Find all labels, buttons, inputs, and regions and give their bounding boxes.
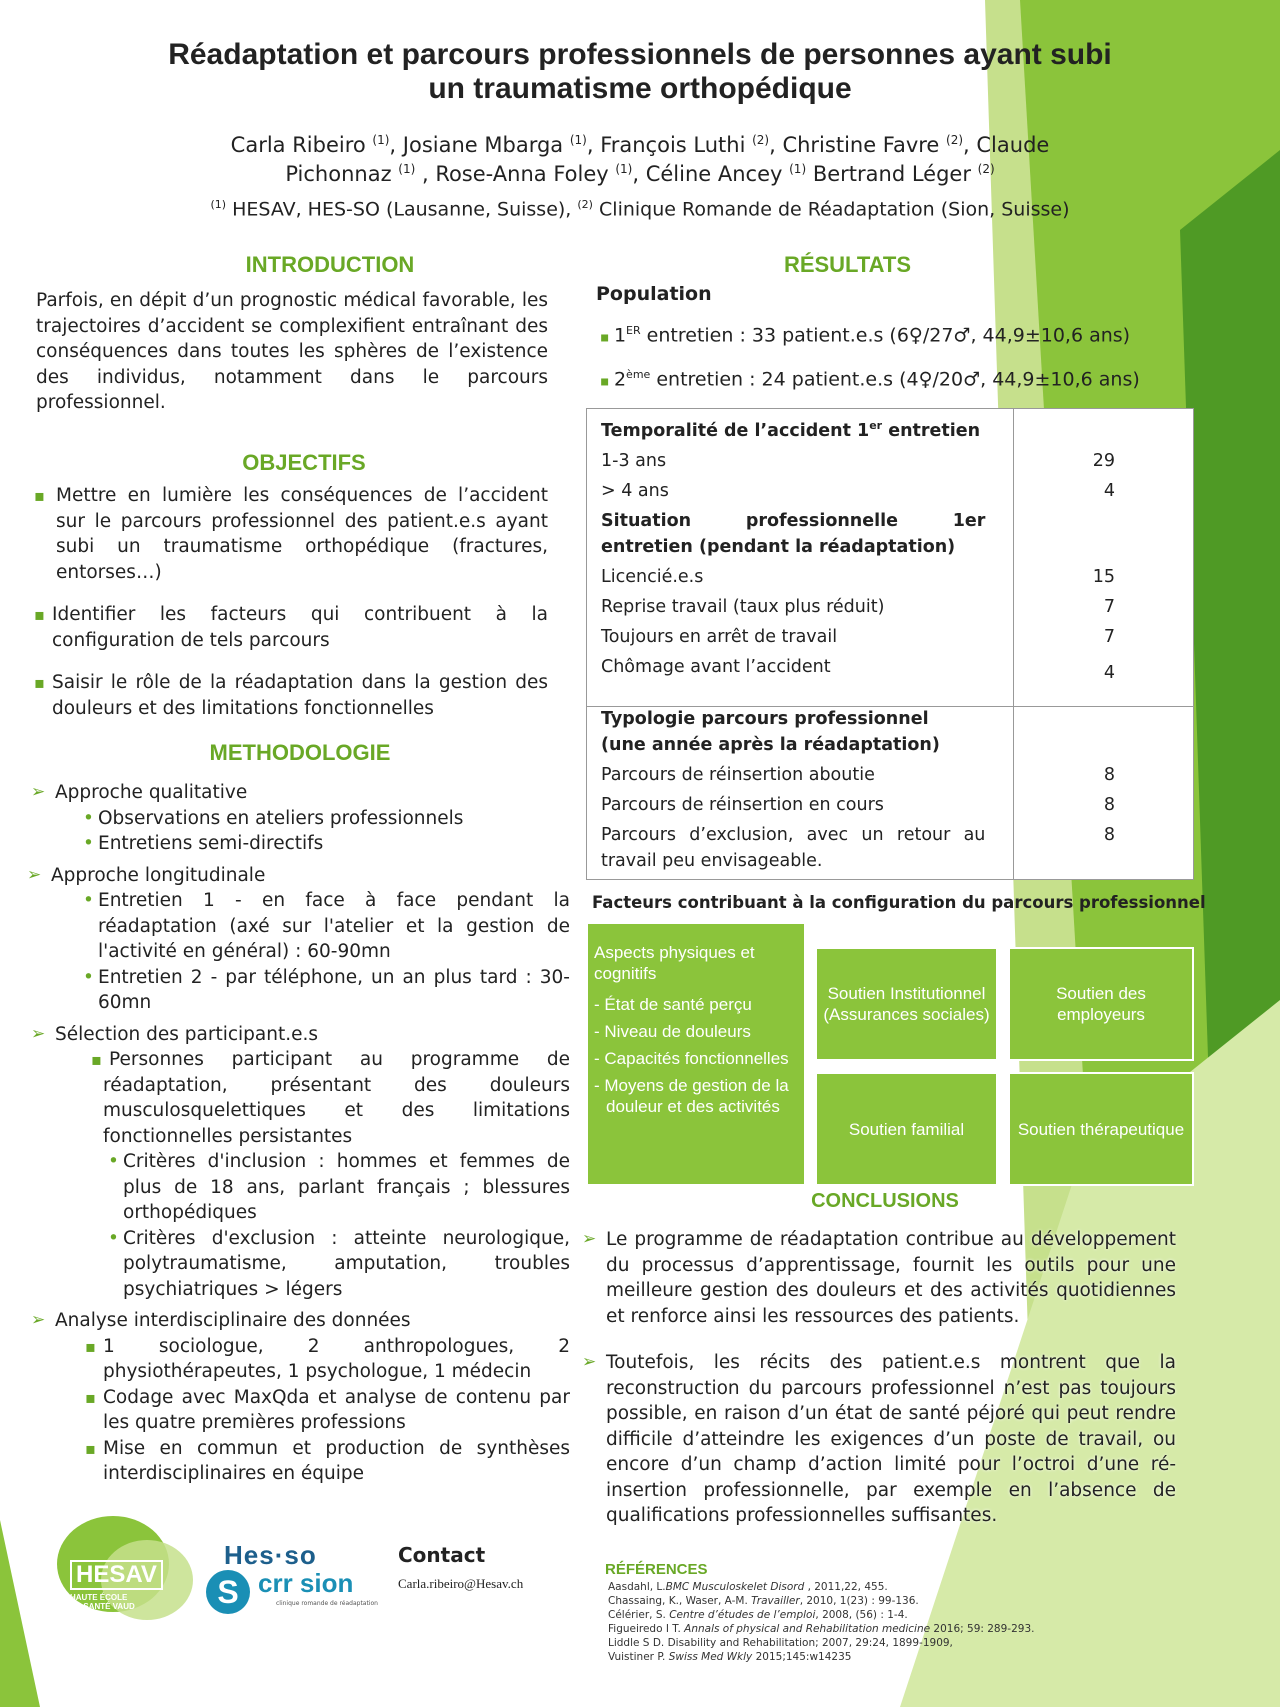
affiliations: $^{(1)}$ HESAV, HES-SO (Lausanne, Suisse), $^{(2)}$ Clinique Romande de Réadaptation (Sion, Suisse) bbox=[210, 198, 1070, 221]
factor-item: - Moyens de gestion de la douleur et des activités bbox=[594, 1076, 789, 1116]
factors-title: Facteurs contribuant à la configuration du parcours professionnel bbox=[592, 893, 1206, 912]
table-row: Parcours de réinsertion aboutie 8 bbox=[601, 764, 1115, 785]
approach-analysis: ➢ Analyse interdisciplinaire des données bbox=[55, 1308, 570, 1334]
conclusions-list bbox=[606, 1227, 1176, 1529]
author-name: Céline Ancey bbox=[645, 162, 790, 186]
table-row: Parcours de réinsertion en cours 8 bbox=[601, 794, 1115, 815]
author-affiliation-mark: (1) bbox=[569, 133, 587, 147]
method-item: • Entretien 1 - en face à face pendant la réadaptation (axé sur l'atelier et la gestion de l'activité en général) : 60-90mn bbox=[98, 888, 570, 965]
author-affiliation-mark: (2) bbox=[977, 162, 995, 176]
poster-title bbox=[0, 38, 1280, 106]
factor-item: - État de santé perçu bbox=[594, 995, 752, 1014]
contact-email[interactable]: Carla.ribeiro@Hesav.ch bbox=[398, 1576, 524, 1591]
approach-selection: ➢ Sélection des participant.e.s bbox=[55, 1022, 570, 1048]
authors: Carla Ribeiro $^{(1)}$, Josiane Mbarga $^{(1)}$, François Luthi $^{(2)}$, Christine Favre $^{(2)}$, Claude Pichonnaz $^{(1)}$ , Rose-Anna Foley $^{(1)}$, Céline Ancey $^{(1)}$ Bertrand Léger $^{(2)}$ bbox=[230, 133, 1050, 186]
resultats-title: RÉSULTATS bbox=[783, 252, 912, 277]
method-item: • Critères d'inclusion : hommes et femmes de plus de 18 ans, parlant français ; blessures orthopédiques bbox=[123, 1149, 570, 1226]
author-affiliation-mark: (1) bbox=[615, 162, 633, 176]
author-name: Bertrand Léger bbox=[812, 162, 978, 186]
factor-box-institutional: Soutien Institutionnel (Assurances sociales) bbox=[815, 947, 998, 1061]
objectif-item: ▪ Identifier les facteurs qui contribuent à la configuration de tels parcours bbox=[52, 602, 548, 653]
author-affiliation-mark: (1) bbox=[398, 162, 416, 176]
factor-box-employers: Soutien des employeurs bbox=[1008, 947, 1194, 1061]
reference-item: Figueiredo I T. Annals of physical and Rehabilitation medicine 2016; 59: 289-293. bbox=[608, 1623, 1035, 1635]
author-affiliation-mark: (2) bbox=[946, 133, 964, 147]
contact-label: Contact bbox=[398, 1543, 486, 1567]
factor-item: - Capacités fonctionnelles bbox=[594, 1049, 789, 1068]
author-name: Carla Ribeiro bbox=[230, 133, 373, 157]
table-row: Typologie parcours professionnel (une année après la réadaptation) bbox=[601, 708, 940, 755]
author-name: Christine Favre bbox=[782, 133, 947, 157]
methodologie-title: METHODOLOGIE bbox=[209, 740, 391, 765]
table-row: Parcours d’exclusion, avec un retour au travail peu envisageable. 8 bbox=[601, 824, 1115, 871]
results-table-wrapper bbox=[586, 408, 1194, 880]
methodologie-content bbox=[51, 780, 570, 1487]
reference-item: Vuistiner P. Swiss Med Wkly 2015;145:w14235 bbox=[608, 1651, 852, 1663]
results-table bbox=[587, 411, 1195, 876]
introduction-title: INTRODUCTION bbox=[245, 252, 415, 277]
table-row: Temporalité de l’accident 1er entretien bbox=[601, 419, 981, 441]
table-row: > 4 ans 4 bbox=[601, 480, 1115, 501]
reference-item: Chassaing, K., Waser, A-M. Travailler, 2010, 1(23) : 99-136. bbox=[608, 1595, 919, 1607]
author-name: Rose-Anna Foley bbox=[435, 162, 616, 186]
author-name: Claude Pichonnaz bbox=[285, 133, 1050, 186]
crr-s-icon: S bbox=[206, 1570, 250, 1614]
factor-box-family: Soutien familial bbox=[815, 1072, 998, 1186]
introduction-text: Parfois, en dépit d’un prognostic médical favorable, les trajectoires d’accident se complexifient entraînant des conséquences dans toutes les sphères de l’existence des individus, notamment dans le parcours professionnel. bbox=[36, 290, 548, 413]
author-affiliation-mark: (1) bbox=[789, 162, 807, 176]
table-row: Situation professionnelle 1er entretien (pendant la réadaptation) bbox=[601, 510, 986, 557]
factor-item: - Niveau de douleurs bbox=[594, 1022, 751, 1041]
table-row: 1-3 ans 29 bbox=[601, 450, 1115, 471]
reference-item: Liddle S D. Disability and Rehabilitation; 2007, 29:24, 1899-1909, bbox=[608, 1637, 953, 1649]
conclusions-title: CONCLUSIONS bbox=[811, 1190, 959, 1212]
method-item: ▪ Personnes participant au programme de réadaptation, présentant des douleurs musculosquelettiques et des limitations fonctionnelles persistantes bbox=[103, 1047, 570, 1149]
method-item: ▪ 1 sociologue, 2 anthropologues, 2 physiothérapeutes, 1 psychologue, 1 médecin bbox=[103, 1334, 570, 1385]
objectifs-title: OBJECTIFS bbox=[242, 450, 366, 475]
method-item: • Critères d'exclusion : atteinte neurologique, polytraumatisme, amputation, troubles psychiatriques > légers bbox=[123, 1226, 570, 1303]
table-row: Toujours en arrêt de travail 7 bbox=[601, 626, 1115, 647]
population-label: Population bbox=[596, 283, 712, 305]
method-item: ▪ Codage avec MaxQda et analyse de contenu par les quatre premières professions bbox=[103, 1385, 570, 1436]
method-item: ▪ Mise en commun et production de synthèses interdisciplinaires en équipe bbox=[103, 1436, 570, 1487]
author-affiliation-mark: (2) bbox=[752, 133, 770, 147]
conclusion-item: ➢ Toutefois, les récits des patient.e.s montrent que la reconstruction du parcours professionnel n’est pas toujours possible, en raison d’un état de santé péjoré qui peut rendre difficile d’atteindre les exigences d’un poste de travail, ou encore d’un champ d’action limité pour l’octroi d’une ré-insertion professionnelle, par exemple en l’absence de qualifications professionnelles suffisantes. bbox=[606, 1350, 1176, 1529]
factor-box-physical: Aspects physiques et cognitifs - État de santé perçu - Niveau de douleurs - Capacités fonctionnelles - Moyens de gestion de la douleur et des activités bbox=[586, 922, 806, 1186]
author-affiliation-mark: (1) bbox=[372, 133, 390, 147]
approach-qualitative: ➢ Approche qualitative bbox=[55, 780, 570, 806]
hesav-logo: HESAV HAUTE ÉCOLE DE SANTÉ VAUD bbox=[70, 1560, 163, 1611]
table-row: Reprise travail (taux plus réduit) 7 bbox=[601, 596, 1115, 617]
stripe-bottom-left bbox=[0, 1520, 40, 1707]
table-row: Licencié.e.s 15 bbox=[601, 566, 1115, 587]
crr-subtitle: clinique romande de réadaptation bbox=[276, 1600, 378, 1607]
reference-item: Célérier, S. Centre d’études de l’emploi, 2008, (56) : 1-4. bbox=[608, 1609, 908, 1621]
objectifs-list bbox=[52, 483, 548, 721]
references-list bbox=[608, 1580, 1034, 1664]
author-name: Josiane Mbarga bbox=[402, 133, 570, 157]
factor-box-therapeutic: Soutien thérapeutique bbox=[1008, 1072, 1194, 1186]
title-line-2: un traumatisme orthopédique bbox=[428, 72, 852, 105]
author-name: François Luthi bbox=[600, 133, 753, 157]
conclusion-item: ➢ Le programme de réadaptation contribue au développement du processus d’apprentissage, fournit les outils pour une meilleure gestion des douleurs et des activités quotidiennes et renforce ainsi les ressources des patients. bbox=[606, 1227, 1176, 1329]
population-line-1: ▪ 1ER entretien : 33 patient.e.s (6♀/27♂, 44,9±10,6 ans) bbox=[600, 324, 1131, 347]
method-item: • Observations en ateliers professionnels bbox=[98, 806, 570, 832]
objectif-item: ▪ Mettre en lumière les conséquences de l’accident sur le parcours professionnel des patient.e.s ayant subi un traumatisme orthopédique (fractures, entorses…) bbox=[52, 483, 548, 585]
method-item: • Entretien 2 - par téléphone, un an plus tard : 30-60mn bbox=[98, 965, 570, 1016]
references-title: RÉFÉRENCES bbox=[605, 1561, 708, 1578]
table-row: Chômage avant l’accident 4 bbox=[601, 656, 1115, 683]
approach-longitudinal: ➢ Approche longitudinale bbox=[51, 863, 570, 889]
objectif-item: ▪ Saisir le rôle de la réadaptation dans la gestion des douleurs et des limitations fonctionnelles bbox=[52, 670, 548, 721]
population-line-2: ▪ 2ème entretien : 24 patient.e.s (4♀/20♂, 44,9±10,6 ans) bbox=[600, 368, 1140, 391]
title-line-1: Réadaptation et parcours professionnels de personnes ayant subi bbox=[168, 38, 1112, 71]
method-item: • Entretiens semi-directifs bbox=[98, 831, 570, 857]
reference-item: Aasdahl, L.BMC Musculoskelet Disord , 2011,22, 455. bbox=[608, 1581, 888, 1593]
hesso-logo: Hes·so bbox=[224, 1540, 317, 1570]
crr-logo: crr sion bbox=[258, 1568, 354, 1598]
